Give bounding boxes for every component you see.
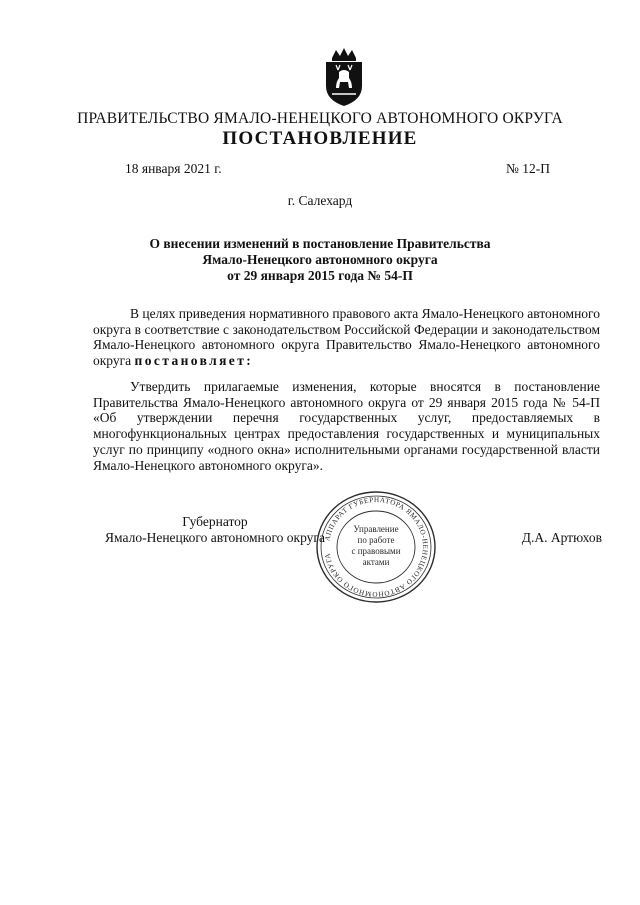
- stamp-center-line-4: актами: [362, 557, 390, 567]
- stamp-center-line-1: Управление: [353, 524, 399, 534]
- signatory-role: [95, 514, 335, 546]
- heading-line-2: Ямало-Ненецкого автономного округа: [202, 252, 438, 267]
- stamp-ring-text: АППАРАТ ГУБЕРНАТОРА ЯМАЛО-НЕНЕЦКОГО АВТОНОМНОГО ОКРУГА: [323, 495, 430, 599]
- document-type: ПОСТАНОВЛЕНИЕ: [222, 128, 418, 149]
- signatory-role-line-2: Ямало-Ненецкого автономного округа: [105, 530, 325, 545]
- paragraph-preamble: [93, 306, 600, 369]
- paragraph-resolution: [93, 379, 600, 473]
- signatory-role-line-1: Губернатор: [182, 514, 248, 529]
- document-number: № 12-П: [505, 161, 550, 176]
- resolution-text: Утвердить прилагаемые изменения, которые вносятся в постановление Правительства Ямало-Ненецкого автономного округа от 29 января 2015 года № 54-П «Об утверждении перечня государственных услуг, предоставляемых в многофункциональных центрах предоставления государственных и муниципальных услуг по принципу «одного окна» исполнительными органами государственной власти Ямало-Ненецкого автономного округа».: [93, 379, 600, 473]
- document-date: 18 января 2021 г.: [125, 161, 222, 176]
- stamp-center-line-3: с правовыми: [351, 546, 401, 556]
- yamal-coat-of-arms-icon: [322, 48, 366, 108]
- document-city: г. Салехард: [287, 193, 353, 208]
- document-heading: [100, 236, 540, 284]
- decree-word: постановляет:: [134, 353, 254, 369]
- stamp-center-line-2: по работе: [357, 535, 395, 545]
- heading-line-1: О внесении изменений в постановление Правительства: [149, 236, 491, 251]
- official-stamp: [314, 489, 438, 605]
- preamble-text: В целях приведения нормативного правового акта Ямало-Ненецкого автономного округа в соответствие с законодательством Российской Федерации и законодательством Ямало-Ненецкого автономного округа Правительство Ямало-Ненецкого автономного округа: [93, 306, 600, 369]
- heading-line-3: от 29 января 2015 года № 54-П: [227, 268, 413, 283]
- signatory-name: Д.А. Артюхов: [521, 530, 602, 545]
- government-title: ПРАВИТЕЛЬСТВО ЯМАЛО-НЕНЕЦКОГО АВТОНОМНОГО ОКРУГА: [77, 110, 563, 127]
